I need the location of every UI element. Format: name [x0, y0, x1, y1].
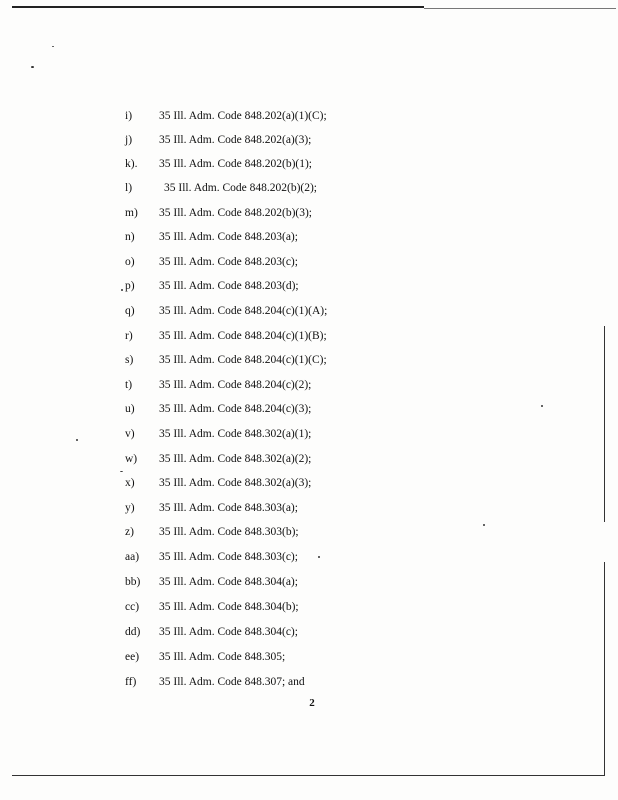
item-citation: 35 Ill. Adm. Code 848.204(c)(2); — [159, 379, 312, 391]
item-citation: 35 Ill. Adm. Code 848.304(a); — [159, 576, 298, 588]
item-citation: 35 Ill. Adm. Code 848.204(c)(3); — [159, 403, 312, 415]
scan-speck — [121, 289, 123, 291]
item-letter: z) — [125, 526, 134, 538]
item-citation: 35 Ill. Adm. Code 848.202(a)(1)(C); — [159, 110, 327, 122]
item-citation: 35 Ill. Adm. Code 848.203(c); — [159, 256, 298, 268]
item-citation: 35 Ill. Adm. Code 848.204(c)(1)(C); — [159, 354, 327, 366]
item-citation: 35 Ill. Adm. Code 848.202(a)(3); — [159, 134, 312, 146]
scan-speck — [318, 556, 320, 558]
scan-speck — [541, 405, 543, 407]
item-letter: j) — [125, 134, 133, 146]
item-letter: i) — [125, 110, 133, 122]
item-citation: 35 Ill. Adm. Code 848.202(b)(3); — [159, 207, 312, 219]
item-letter: n) — [125, 231, 135, 243]
item-letter: v) — [125, 428, 135, 440]
item-letter: t) — [125, 379, 133, 391]
item-citation: 35 Ill. Adm. Code 848.202(b)(2); — [164, 182, 317, 194]
item-letter: ff) — [125, 676, 137, 688]
scan-speck — [31, 66, 34, 68]
right-scan-edge — [604, 562, 605, 776]
top-scan-edge-faint — [424, 8, 616, 9]
item-letter: s) — [125, 354, 134, 366]
item-citation: 35 Ill. Adm. Code 848.204(c)(1)(A); — [159, 305, 328, 317]
right-scan-edge — [604, 326, 605, 522]
item-letter: x) — [125, 477, 135, 489]
scan-speck — [120, 471, 123, 472]
item-letter: w) — [125, 453, 138, 465]
page-number: 2 — [309, 697, 315, 709]
item-citation: 35 Ill. Adm. Code 848.305; — [159, 651, 286, 663]
item-letter: m) — [125, 207, 138, 219]
item-citation: 35 Ill. Adm. Code 848.307; and — [159, 676, 305, 688]
item-letter: l) — [125, 182, 133, 194]
scan-speck — [483, 524, 485, 526]
item-letter: y) — [125, 502, 135, 514]
scan-speck — [52, 46, 54, 47]
item-letter: cc) — [125, 601, 140, 613]
item-letter: u) — [125, 403, 135, 415]
item-citation: 35 Ill. Adm. Code 848.304(b); — [159, 601, 299, 613]
item-citation: 35 Ill. Adm. Code 848.203(d); — [159, 280, 299, 292]
item-letter: r) — [125, 330, 133, 342]
bottom-scan-edge — [12, 775, 604, 776]
item-citation: 35 Ill. Adm. Code 848.304(c); — [159, 626, 298, 638]
item-citation: 35 Ill. Adm. Code 848.202(b)(1); — [159, 158, 312, 170]
item-letter: o) — [125, 256, 135, 268]
item-citation: 35 Ill. Adm. Code 848.302(a)(2); — [159, 453, 312, 465]
item-letter: p) — [125, 280, 135, 292]
item-citation: 35 Ill. Adm. Code 848.303(c); — [159, 551, 298, 563]
item-letter: q) — [125, 305, 135, 317]
item-citation: 35 Ill. Adm. Code 848.303(a); — [159, 502, 298, 514]
item-letter: k). — [125, 158, 138, 170]
item-letter: ee) — [125, 651, 140, 663]
item-letter: aa) — [125, 551, 140, 563]
scan-speck — [76, 439, 78, 441]
item-citation: 35 Ill. Adm. Code 848.303(b); — [159, 526, 299, 538]
item-citation: 35 Ill. Adm. Code 848.302(a)(3); — [159, 477, 312, 489]
item-letter: dd) — [125, 626, 141, 638]
item-citation: 35 Ill. Adm. Code 848.203(a); — [159, 231, 298, 243]
top-scan-edge — [12, 6, 424, 8]
item-citation: 35 Ill. Adm. Code 848.204(c)(1)(B); — [159, 330, 327, 342]
item-letter: bb) — [125, 576, 141, 588]
item-citation: 35 Ill. Adm. Code 848.302(a)(1); — [159, 428, 312, 440]
